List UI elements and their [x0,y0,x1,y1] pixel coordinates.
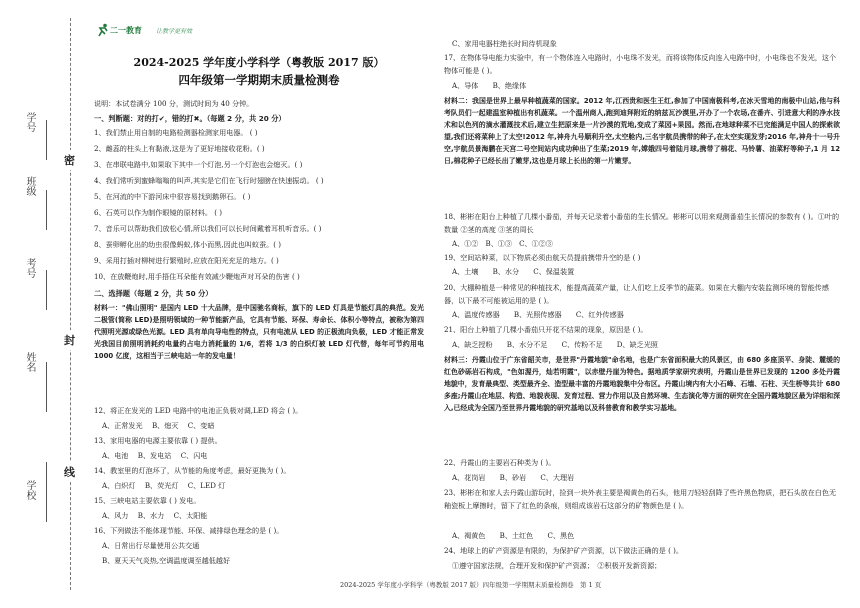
question-16-option-c: C、家用电器柱绝长时间待机现象 [452,39,557,48]
exam-note: 说明：本试卷满分 100 分，测试时间为 40 分钟。 [94,99,254,108]
binding-margin [0,0,84,608]
question-16-option-b: B、夏天天气炎热,空调温度调至越低越好 [102,556,231,565]
question-17: 17、在物体导电能力实验中，有一个物体连入电路时，小电珠不发光，而将该物体反向连入电路中时，小电珠也不发光，这个物体可能是 ( )。 [444,53,837,75]
seal-char-mi: 密 [64,150,75,170]
logo-slogan: 让教学更有效 [156,27,193,35]
judge-item: 3、在串联电路中,如果取下其中一个灯泡,另一个灯泡也会熄灭。( ) [94,160,303,169]
question-13: 13、家用电器的电源主要依靠 ( ) 提供。 [94,436,222,445]
exam-title-line2: 四年级第一学期期末质量检测卷 [178,73,340,87]
label-exam-number: 考号 [24,258,35,278]
page-footer: 2024-2025 学年度小学科学（粤教版 2017 版）四年级第一学期期末质量检测卷 第 1 页 [340,581,602,589]
judge-item: 4、我们常听到蜜蜂嗡嗡的叫声,其实是它们在飞行时翅膀在快速振动。 ( ) [94,176,324,185]
question-23-options: A、褐黄色 B、土红色 C、黑色 [452,531,575,540]
section2-heading: 二、选择题（每题 2 分，共 50 分） [94,289,213,298]
label-name: 姓名 [24,352,35,372]
judge-item: 9、采用打插对柳树进行繁殖时,应放在阳光充足的地方。( ) [94,256,279,265]
question-24-options: ①遵守国家法规，合理开发和保护矿产资源； ②积极开发新资源； [452,561,662,570]
question-19-options: A、土壤 B、水分 C、保温装置 [452,267,575,276]
question-16-option-a: A、日常出行尽量使用公共交通 [102,541,200,550]
material3-passage: 材料三：丹霞山位于广东省韶关市，是世界"丹霞地貌"命名地，也是广东省面积最大的风景区，由 680 多座顶平、身陡、麓缓的红色砂砾岩石构成，"色如渥丹，灿若明霞"，以赤壁丹崖为特色。据地质学家研究表明，丹霞山是世界已发现的 1200 多处丹霞地貌中，发育最典型、类型最齐全、造型最丰富的丹霞地貌集中分布区。丹霞山境内有大小石峰、石墙、石柱、天生桥等共计 680 多座;丹霞山在地层、构造、地貌表现、发育过程、营力作用以及自然环境、生态演化等方面的研究在全国丹霞地貌区最为详细和深入,已经成为全国乃至世界丹霞地貌的研究基地以及科普教育和教学实习基地。 [444,356,840,413]
runner-icon [96,23,110,37]
label-class: 班级 [24,176,35,196]
label-student-number: 学号 [24,112,35,132]
question-21-options: A、缺乏授粉 B、水分不足 C、传粉不足 D、缺乏光照 [452,340,658,349]
question-14: 14、教室里的灯泡坏了，从节能的角度考虑，最好更换为 ( )。 [94,466,291,475]
judge-item: 10、在放鞭炮时,用手捂住耳朵能有效减少鞭炮声对耳朵的伤害 ( ) [94,272,300,281]
question-24: 24、地球上的矿产资源是有限的，为保护矿产资源，以下做法正确的是 ( )。 [444,546,683,555]
question-12: 12、将正在发光的 LED 电路中的电池正负极对调,LED 将会 ( )。 [94,406,303,415]
seal-char-feng: 封 [64,330,75,350]
exam-number-blank[interactable] [46,270,48,310]
question-18-options: A、①② B、①③ C、①②③ [452,239,553,248]
question-18: 18、彬彬在阳台上种植了几棵小番茄，并每天记录着小番茄的生长情况。彬彬可以用来观测番茄生长情况的参数有 ( )。①叶的数量 ②茎的高度 ③茎的周长 [444,212,840,234]
question-15: 15、三峡电站主要依靠 ( ) 发电。 [94,496,201,505]
label-school: 学校 [24,480,35,500]
question-17-options: A、导体 B、绝缘体 [452,81,527,90]
judge-item: 2、雌蕊的柱头上有黏液,这是为了更好地接收花粉。( ) [94,144,265,153]
question-12-options: A、正常发光 B、熄灭 C、变暗 [102,421,215,430]
school-blank[interactable] [46,462,48,522]
question-21: 21、阳台上种植了几棵小番茄只开花不结果的现象，原因是 ( )。 [444,325,648,334]
question-23: 23、彬彬在和家人去丹霞山游玩时，捡到一块外表主要是褐黄色的石头，他用刀轻轻刮降了些许黑色物质，把石头放在白色无釉瓷板上摩擦时，留下了红色的条痕，则组成该岩石这部分的矿物颜色是 ( )。 [444,488,837,510]
question-20-options: A、温度传感器 B、光照传感器 C、红外传感器 [452,310,624,319]
question-15-options: A、风力 B、水力 C、太阳能 [102,511,208,520]
class-blank[interactable] [46,190,48,230]
seal-char-xian: 线 [64,462,75,482]
judge-item: 7、音乐可以帮助我们放松心情,所以我们可以长时间戴着耳机听音乐。( ) [94,224,322,233]
name-blank[interactable] [46,362,48,412]
question-20: 20、大棚种植是一种常见的种植技术，能提高蔬菜产量，让人们吃上反季节的蔬菜。如果在大棚内安装监测环境的智能传感器，以下最不可能被运用的是 ( )。 [444,283,829,305]
judge-item: 5、在河流的中下游河床中很容易找到鹅卵石。 ( ) [94,192,251,201]
material2-passage: 材料二：我国是世界上最早种植蔬菜的国家。2012 年,江西贵和医生王红,参加了中国南极科考,在冰天雪地的南极中山站,他与科考队员们一起建温室种植出有机蔬菜。一个温州商人,跑到迪拜附近的纳兹瓦沙漠里,开办了一个农场,在番卉、引进意大利的净水技术和以色列的滴水灌溉技术后,建立生把原来是一片沙漠的荒地,变成了菜园+果园。然而,在地球种菜不已完能满足中国人的探索欲望,我们还将菜种上了太空!2012 年,神舟九号顺利升空,太空舱内,三名宇航员携带的种子,在太空实现发芽;2016 年,神舟十一号升空,宇航员景海鹏在天宫二号空间站内成功种出了生菜;2019 年,嫦娥四号着陆月球,携带了棉花、马铃薯、油菜籽等种子,1 月 12 日,棉花种子已经长出了嫩芽,这也是月球上长出的第一片嫩芽。 [444,97,840,166]
question-22-options: A、花岗岩 B、砂岩 C、大理岩 [452,473,575,482]
exam-title-line1: 2024-2025 学年度小学科学（粤教版 2017 版） [133,56,385,69]
question-16: 16、下列做法不能体现节能、环保、减排绿色理念的是 ( )。 [94,526,284,535]
question-14-options: A、白炽灯 B、荧光灯 C、LED 灯 [102,481,226,490]
material1-passage: 材料一："佛山照明" 是国内 LED 十大品牌，是中国驰名商标，旗下的 LED 灯具是节能灯具的典范。发光二极管(简称 LED)是照明领域的一种节能新产品，它具有节能、环保、寿命长、体积小等特点，被称为第四代照明光源或绿色光源。LED 具有单向导电性的特点，只有电流从 LED 的正极流向负极，LED 才能正常发光我国目前照明消耗约电量约占电力消耗量的 1/6，若将 1/3 的白炽灯被 LED 灯代替，每年可节约用电 1000 亿度，这相当于三峡电站一年的发电量！ [94,304,424,361]
judge-item: 6、石英可以作为制作眼镜的原材料。 ( ) [94,208,223,217]
question-22: 22、丹霞山的主要岩石种类为 ( )。 [444,458,556,467]
section1-heading: 一、判断题：对的打✔，错的打✖。（每题 2 分，共 20 分） [94,114,286,123]
seal-dashed-line [70,18,71,590]
judge-item: 8、蚕卵孵化出的幼虫很像蚂蚁,体小而黑,因此也叫蚁蚕。( ) [94,240,282,249]
question-13-options: A、电池 B、发电站 C、闪电 [102,451,208,460]
question-19: 19、空间站种菜，以下物质必须由航天员提前携带升空的是 ( ) [444,253,641,262]
judge-item: 1、我们禁止用自制的电路检测器检测家用电器。 ( ) [94,128,258,137]
brand-logo [96,22,192,38]
student-number-blank[interactable] [46,120,48,160]
logo-text: 二一教育 [110,25,142,35]
